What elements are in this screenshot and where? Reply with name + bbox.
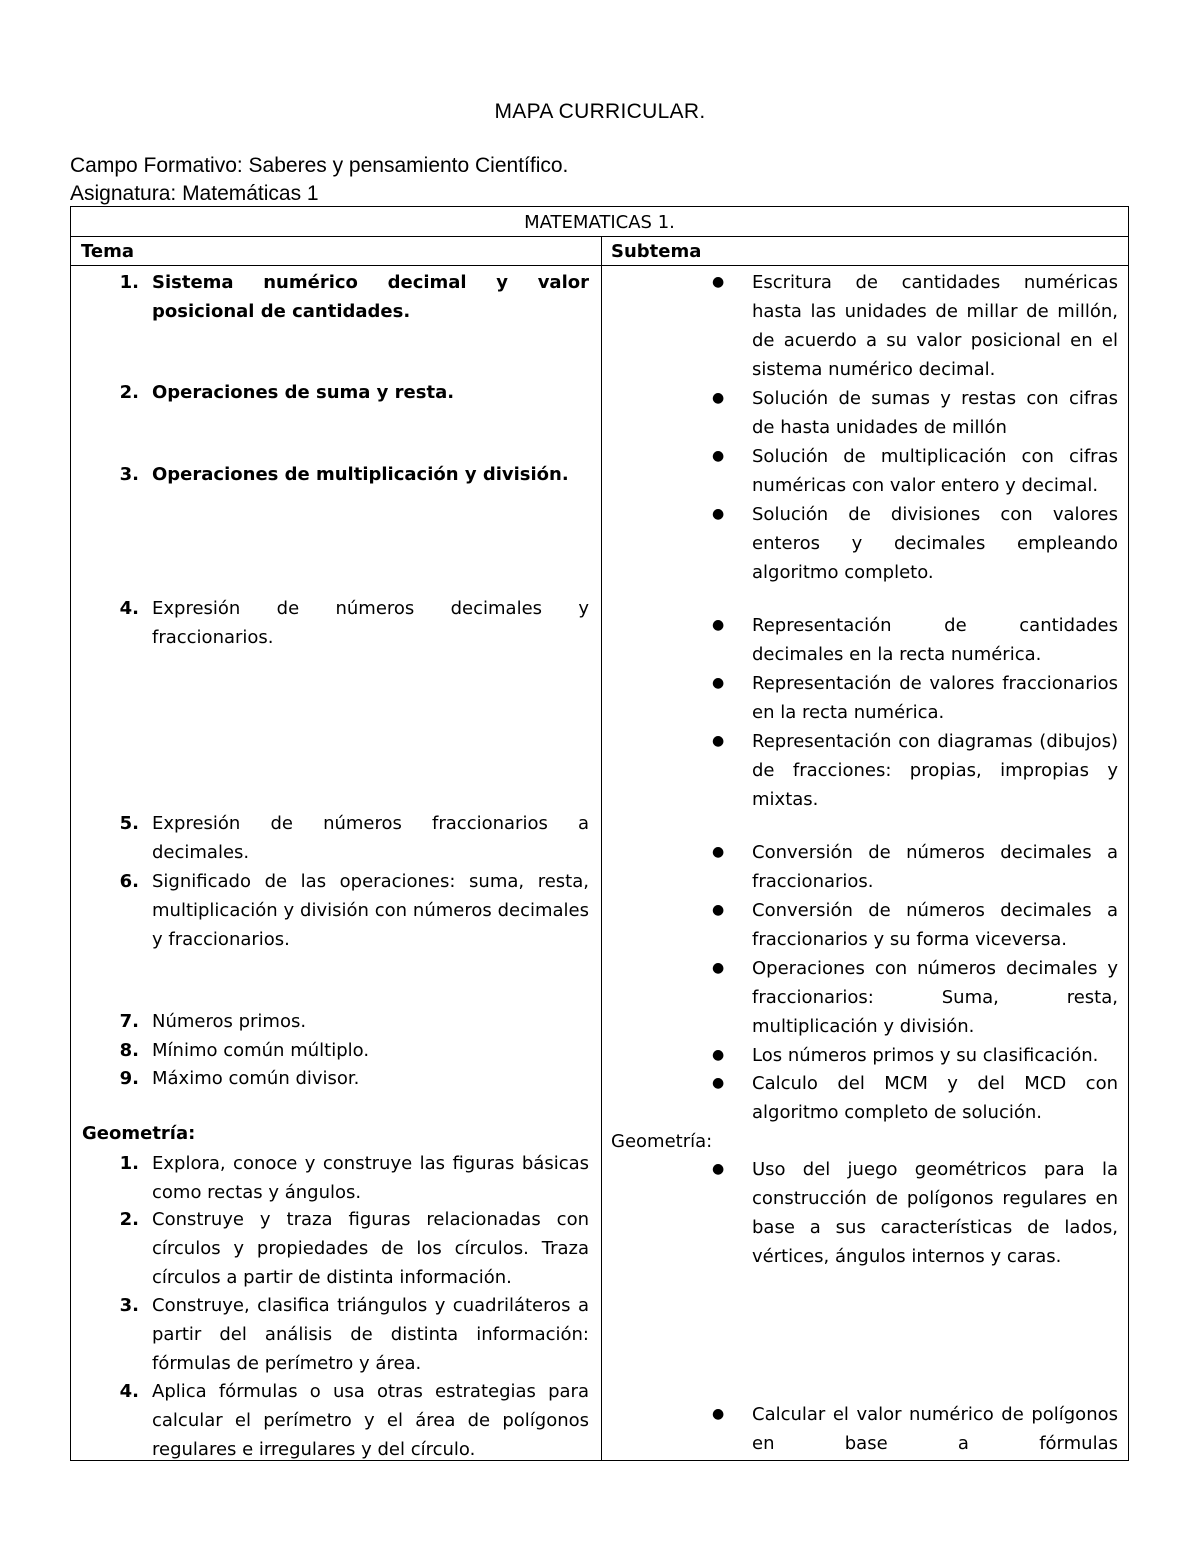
column-header-subtema: Subtema (611, 241, 702, 262)
bullet-icon: ● (712, 448, 725, 464)
table-divider (71, 265, 1128, 266)
column-header-tema: Tema (81, 241, 134, 262)
bullet-icon: ● (712, 1047, 725, 1063)
bullet-icon: ● (712, 733, 725, 749)
table-divider (71, 236, 1128, 237)
bullet-icon: ● (712, 1161, 725, 1177)
bullet-icon: ● (712, 675, 725, 691)
bullet-icon: ● (712, 1075, 725, 1091)
bullet-icon: ● (712, 617, 725, 633)
bullet-icon: ● (712, 506, 725, 522)
geometria-subtema-heading: Geometría: (611, 1131, 713, 1152)
campo-formativo: Campo Formativo: Saberes y pensamiento Científico. (70, 154, 569, 177)
bullet-icon: ● (712, 390, 725, 406)
column-divider (601, 236, 602, 1461)
asignatura: Asignatura: Matemáticas 1 (70, 182, 319, 205)
page-title: MAPA CURRICULAR. (494, 100, 706, 123)
curriculum-table: MATEMATICAS 1. Tema Subtema 1. Sistema numérico decimal y valor posicional de cantidades. 2. Operaciones de suma y resta. 3. Operaciones de multiplicación y división. 4. Expresión de números decimales y fraccionarios. 5. Expresión de números fraccionarios a decimales. 6. Significado de las operaciones: suma, resta, multiplicación y división con números decimales y fraccionarios. 7. Números primos. 8. Mínimo común múltiplo. 9. Máximo común divisor. Geometría: 1. Explora, conoce y construye las figuras básicas como rectas y ángulos. 2. Construye y traza figuras relacionadas con círculos y propiedades de los círculos. Traza círculos a partir de distinta información. 3. Construye, clasifica triángulos y cuadriláteros a partir del análisis de distinta información: fórmulas de perímetro y área. 4. Aplica fórmulas o usa otras estrategias para calcular el perímetro y el área de polígonos regulares e irregulares y del círculo. ● Escritura de cantidades numéricas hasta las unidades de millar de millón, de acuerdo a su valor posicional en el sistema numérico decimal. ● Solución de sumas y restas con cifras de hasta unidades de millón ● Solución de multiplicación con cifras numéricas con valor entero y decimal. ● Solución de divisiones con valores enteros y decimales empleando algoritmo completo. ● Representación de cantidades decimales en la recta numérica. ● Representación de valores fraccionarios en la recta numérica. ● Representación con diagramas (dibujos) de fracciones: propias, impropias y mixtas. ● Conversión de números decimales a fraccionarios. ● Conversión de números decimales a fraccionarios y su forma viceversa. ● Operaciones con números decimales y fraccionarios: Suma, resta, multiplicación y división. ● Los números primos y su clasificación. ● Calculo del MCM y del MCD con algoritmo completo de solución. Geometría: ● Uso del juego geométricos para la construcción de polígonos regulares en base a sus características de lados, vértices, ángulos internos y caras. ● Calcular el valor numérico de polígonos en base a fórmulas (70, 206, 1129, 1461)
bullet-icon: ● (712, 902, 725, 918)
bullet-icon: ● (712, 1406, 725, 1422)
table-title: MATEMATICAS 1. (524, 212, 675, 233)
bullet-icon: ● (712, 274, 725, 290)
bullet-icon: ● (712, 960, 725, 976)
bullet-icon: ● (712, 844, 725, 860)
geometria-heading: Geometría: (82, 1123, 196, 1144)
